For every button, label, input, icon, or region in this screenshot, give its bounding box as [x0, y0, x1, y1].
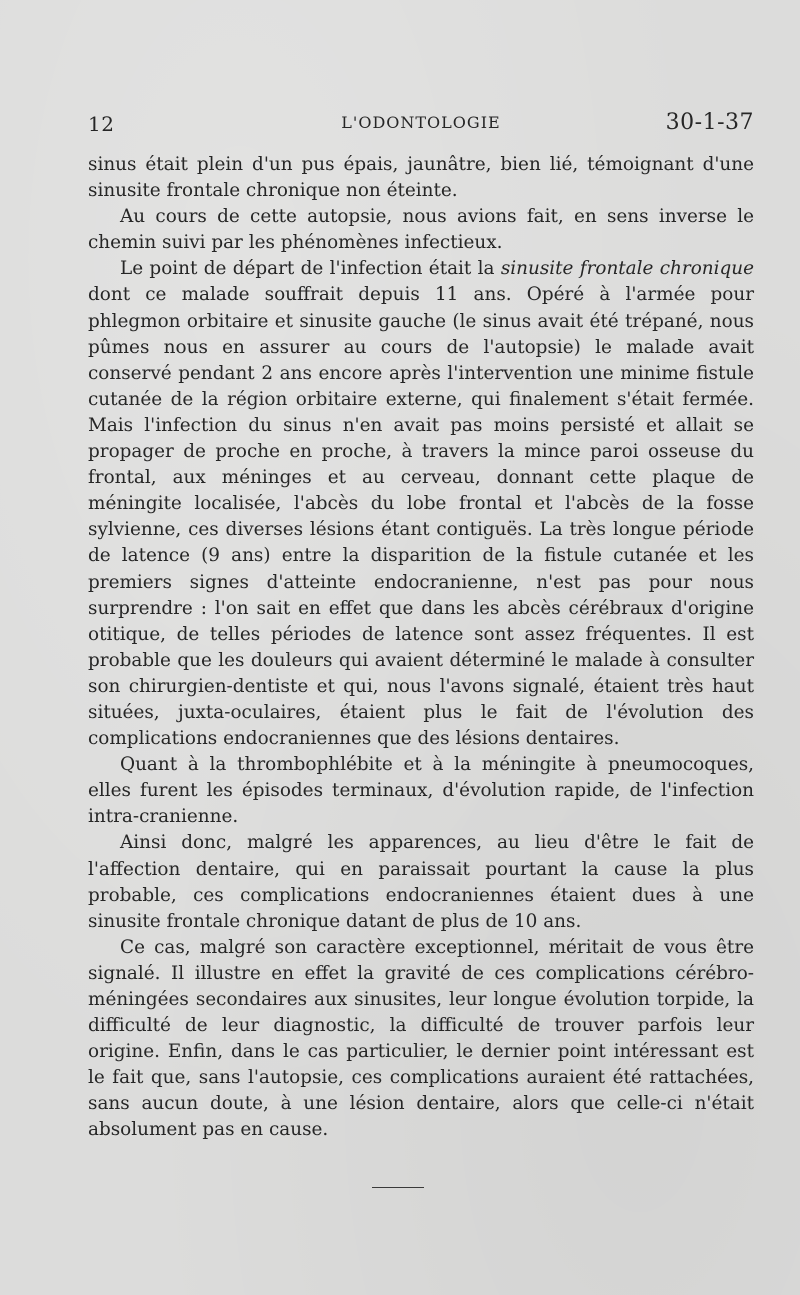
- paragraph-conclusion: Ainsi donc, malgré les apparences, au lieu d'être le fait de l'affection dentaire, qui en paraissait pourtant la cause la plus probable, ces complications endocraniennes étaient dues à une sinusite frontale chronique datant de plus de 10 ans.: [88, 832, 754, 932]
- article-body: [88, 152, 754, 1144]
- paragraph-origin-lead: Le point de départ de l'infection était la: [120, 258, 501, 280]
- issue-date: 30-1-37: [665, 110, 754, 135]
- running-title: L'ODONTOLOGIE: [341, 113, 501, 132]
- paragraph-autopsy: Au cours de cette autopsie, nous avions fait, en sens inverse le chemin suivi par les phénomènes infectieux.: [88, 206, 754, 254]
- paragraph-origin-emphasis: sinusite frontale chronique: [500, 258, 754, 280]
- end-of-article-rule: [372, 1187, 424, 1188]
- paragraph-origin-rest: dont ce malade souffrait depuis 11 ans. Opéré à l'armée pour phlegmon orbitaire et sinusite gauche (le sinus avait été trépané, nous pûmes nous en assurer au cours de l'autopsie) le malade avait conservé pendant 2 ans encore après l'intervention une minime fistule cutanée de la région orbitaire externe, qui finalement s'était fermée. Mais l'infection du sinus n'en avait pas moins persisté et allait se propager de proche en proche, à travers la mince paroi osseuse du frontal, aux méninges et au cerveau, donnant cette plaque de méningite localisée, l'abcès du lobe frontal et l'abcès de la fosse sylvienne, ces diverses lésions étant contiguës. La très longue période de latence (9 ans) entre la disparition de la fistule cutanée et les premiers signes d'atteinte endocranienne, n'est pas pour nous surprendre : l'on sait en effet que dans les abcès cérébraux d'origine otitique, de telles périodes de latence sont assez fréquentes. Il est probable que les douleurs qui avaient déterminé le malade à consulter son chirurgien-dentiste et qui, nous l'avons signalé, étaient très haut situées, juxta-oculaires, étaient plus le fait de l'évolution des complications endocraniennes que des lésions dentaires.: [88, 284, 754, 750]
- paragraph-origin: [88, 256, 754, 752]
- paragraph-continuation: sinus était plein d'un pus épais, jaunâtre, bien lié, témoignant d'une sinusite frontale chronique non éteinte.: [88, 154, 754, 202]
- page-header: [88, 108, 754, 138]
- paragraph-final: Ce cas, malgré son caractère exceptionnel, méritait de vous être signalé. Il illustre en effet la gravité de ces complications cérébro-méningées secondaires aux sinusites, leur longue évolution torpide, la difficulté de leur diagnostic, la difficulté de trouver parfois leur origine. Enfin, dans le cas particulier, le dernier point intéressant est le fait que, sans l'autopsie, ces complications auraient été rattachées, sans aucun doute, à une lésion dentaire, alors que celle-ci n'était absolument pas en cause.: [88, 936, 754, 1141]
- page-number: 12: [88, 112, 115, 136]
- paragraph-thrombophlebitis: Quant à la thrombophlébite et à la méningite à pneumocoques, elles furent les épisodes terminaux, d'évolution rapide, de l'infection intra-cranienne.: [88, 754, 754, 828]
